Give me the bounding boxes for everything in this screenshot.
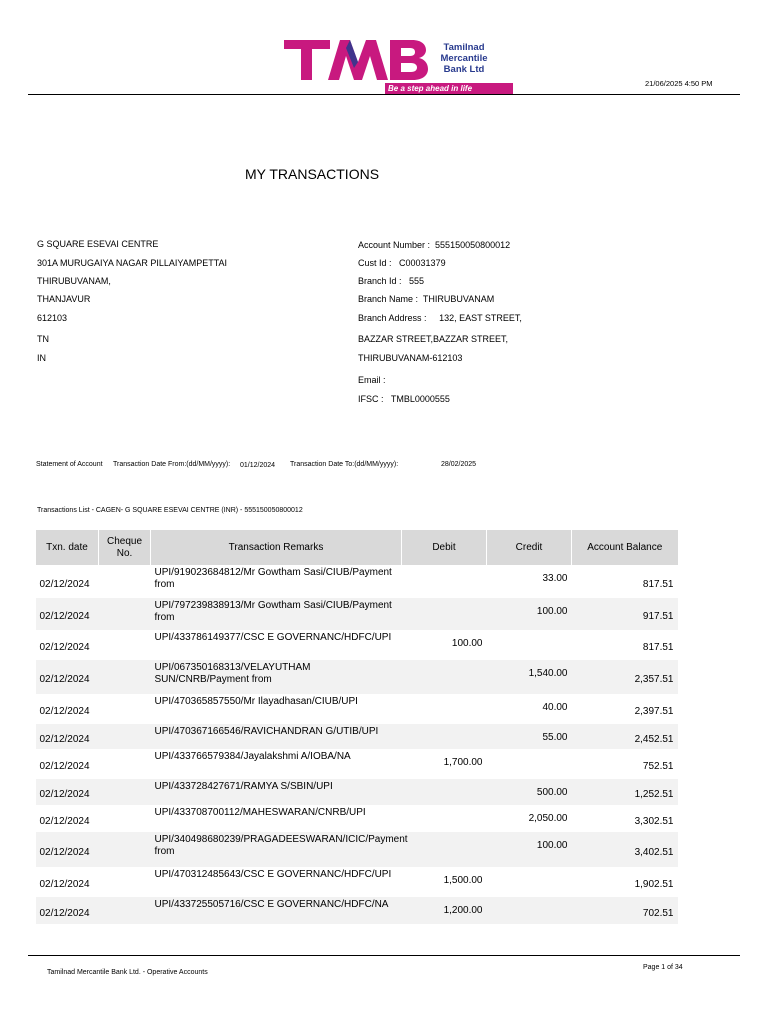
cell-cheque-no	[99, 630, 151, 660]
printed-timestamp: 21/06/2025 4:50 PM	[645, 79, 713, 88]
cell-credit: 100.00	[487, 832, 572, 867]
table-row	[36, 805, 678, 832]
cell-remarks: UPI/919023684812/Mr Gowtham Sasi/CIUB/Payment from	[154, 567, 392, 590]
cell-credit: 33.00	[542, 573, 568, 584]
footer-bank-label: Tamilnad Mercantile Bank Ltd. - Operative Accounts	[47, 969, 208, 976]
transactions-list-label: Transactions List - CAGEN- G SQUARE ESEVAI CENTRE (INR) - 555150050800012	[37, 507, 303, 514]
cell-cheque-no	[99, 694, 151, 724]
cell-txn-date: 02/12/2024	[39, 879, 90, 890]
cell-cheque-no	[99, 779, 151, 805]
col-header-credit: Credit	[487, 530, 572, 565]
date-from-label: Transaction Date From:(dd/MM/yyyy):	[113, 461, 231, 468]
cell-balance: 702.51	[572, 897, 678, 924]
table-row	[36, 630, 678, 660]
cell-balance: 1,902.51	[634, 879, 674, 890]
cell-balance: 1,252.51	[572, 779, 678, 805]
col-header-debit: Debit	[402, 530, 487, 565]
email-label: Email :	[358, 375, 386, 385]
cell-credit	[487, 630, 572, 660]
table-header-row	[36, 530, 678, 565]
cust-id-label: Cust Id :	[358, 258, 392, 268]
cell-balance: 817.51	[642, 578, 674, 590]
bank-name	[434, 42, 494, 75]
cell-cheque-no	[99, 724, 151, 749]
cell-remarks: UPI/340498680239/PRAGADEESWARAN/ICIC/Payment from	[151, 832, 402, 867]
branch-address-line: BAZZAR STREET,BAZZAR STREET,	[358, 334, 509, 344]
branch-name-label: Branch Name :	[358, 294, 419, 304]
cell-remarks: UPI/067350168313/VELAYUTHAM SUN/CNRB/Payment from	[151, 660, 402, 694]
branch-address-line: THIRUBUVANAM-612103	[358, 353, 463, 363]
branch-name-row	[358, 294, 494, 305]
page-number: Page 1 of 34	[643, 964, 683, 971]
cell-balance: 817.51	[642, 642, 674, 653]
cell-cheque-no	[99, 660, 151, 694]
ifsc-label: IFSC :	[358, 394, 384, 404]
branch-name: THIRUBUVANAM	[422, 294, 495, 304]
bank-logo	[284, 38, 514, 96]
customer-address-line: THIRUBUVANAM,	[37, 276, 111, 286]
branch-id-label: Branch Id :	[358, 276, 402, 286]
cell-balance: 2,357.51	[572, 660, 678, 694]
account-number-row	[358, 240, 510, 251]
table-row	[36, 598, 678, 630]
footer-divider	[28, 955, 740, 956]
branch-address: 132, EAST STREET,	[439, 313, 522, 323]
cell-txn-date: 02/12/2024	[39, 706, 90, 717]
cell-debit	[402, 565, 487, 598]
cell-balance: 2,397.51	[634, 706, 674, 717]
date-to: 28/02/2025	[441, 461, 477, 468]
transactions-body	[36, 565, 678, 924]
cell-credit	[487, 897, 572, 924]
customer-address-line: IN	[37, 353, 46, 363]
transactions-table	[35, 530, 678, 924]
cell-cheque-no	[99, 598, 151, 630]
cell-debit	[402, 660, 487, 694]
cell-credit: 100.00	[487, 598, 572, 630]
tmb-logo-icon	[284, 38, 430, 82]
col-header-cheque-no: Cheque No.	[99, 530, 151, 565]
cell-credit	[487, 867, 572, 897]
col-header-remarks: Transaction Remarks	[151, 530, 402, 565]
cell-credit: 500.00	[487, 779, 572, 805]
cell-cheque-no	[99, 805, 151, 832]
table-row	[36, 565, 678, 598]
cell-txn-date: 02/12/2024	[36, 724, 99, 749]
cell-remarks: UPI/433725505716/CSC E GOVERNANC/HDFC/NA	[151, 897, 402, 924]
col-header-txn-date: Txn. date	[36, 530, 99, 565]
branch-address-row	[358, 313, 522, 324]
table-row	[36, 867, 678, 897]
cell-credit	[487, 749, 572, 779]
cell-cheque-no	[99, 867, 151, 897]
bank-name-line-2: Mercantile	[440, 53, 488, 64]
table-row	[36, 749, 678, 779]
cell-txn-date: 02/12/2024	[39, 578, 90, 590]
cust-id-row	[358, 258, 446, 269]
branch-id: 555	[409, 276, 425, 286]
cell-remarks: UPI/433728427671/RAMYA S/SBIN/UPI	[151, 779, 402, 805]
cell-txn-date: 02/12/2024	[36, 598, 99, 630]
cell-debit: 1,200.00	[402, 897, 487, 924]
table-row	[36, 724, 678, 749]
cell-remarks: UPI/433708700112/MAHESWARAN/CNRB/UPI	[154, 807, 366, 818]
email-row	[358, 375, 386, 386]
date-to-label: Transaction Date To:(dd/MM/yyyy):	[290, 461, 399, 468]
cell-cheque-no	[99, 832, 151, 867]
cell-debit	[402, 805, 487, 832]
customer-address-line: TN	[37, 334, 49, 344]
cell-debit: 1,700.00	[443, 757, 483, 768]
cell-balance: 752.51	[642, 761, 674, 772]
bank-name-line-1: Tamilnad	[443, 42, 485, 53]
table-row	[36, 779, 678, 805]
cell-debit	[402, 694, 487, 724]
bank-tagline: Be a step ahead in life	[385, 83, 513, 94]
cell-remarks: UPI/470367166546/RAVICHANDRAN G/UTIB/UPI	[151, 724, 402, 749]
cell-debit: 100.00	[451, 638, 483, 649]
cell-credit: 40.00	[542, 702, 568, 713]
cell-remarks: UPI/470365857550/Mr Ilayadhasan/CIUB/UPI	[154, 696, 358, 707]
table-row	[36, 832, 678, 867]
cell-balance: 2,452.51	[572, 724, 678, 749]
customer-name: G SQUARE ESEVAI CENTRE	[37, 239, 159, 249]
header-divider	[28, 94, 740, 95]
ifsc: TMBL0000555	[390, 394, 450, 404]
cell-remarks: UPI/433786149377/CSC E GOVERNANC/HDFC/UPI	[154, 632, 392, 643]
cust-id: C00031379	[399, 258, 446, 268]
cell-remarks: UPI/433766579384/Jayalakshmi A/IOBA/NA	[154, 751, 351, 762]
customer-address-line: 301A MURUGAIYA NAGAR PILLAIYAMPETTAI	[37, 258, 228, 268]
cell-txn-date: 02/12/2024	[36, 897, 99, 924]
cell-debit	[402, 779, 487, 805]
cell-txn-date: 02/12/2024	[39, 815, 90, 827]
cell-credit: 55.00	[487, 724, 572, 749]
account-number: 555150050800012	[435, 240, 511, 250]
table-row	[36, 660, 678, 694]
cell-remarks: UPI/797239838913/Mr Gowtham Sasi/CIUB/Payment from	[151, 598, 402, 630]
page-title: MY TRANSACTIONS	[244, 166, 380, 182]
cell-credit: 2,050.00	[528, 813, 568, 824]
col-header-balance: Account Balance	[572, 530, 678, 565]
cell-remarks: UPI/470312485643/CSC E GOVERNANC/HDFC/UPI	[154, 869, 392, 880]
customer-address-line: 612103	[37, 313, 68, 323]
cell-txn-date: 02/12/2024	[39, 761, 90, 772]
cell-debit	[402, 724, 487, 749]
cell-cheque-no	[99, 897, 151, 924]
statement-label: Statement of Account	[36, 461, 103, 468]
cell-debit: 1,500.00	[443, 875, 483, 886]
cell-balance: 917.51	[572, 598, 678, 630]
customer-address-line: THANJAVUR	[37, 294, 91, 304]
cell-txn-date: 02/12/2024	[39, 642, 90, 653]
table-row	[36, 694, 678, 724]
cell-cheque-no	[99, 749, 151, 779]
date-from: 01/12/2024	[240, 462, 276, 469]
cell-txn-date: 02/12/2024	[36, 832, 99, 867]
account-number-label: Account Number :	[358, 240, 431, 250]
table-row	[36, 897, 678, 924]
cell-balance: 3,302.51	[634, 815, 674, 827]
cell-debit	[402, 832, 487, 867]
cell-txn-date: 02/12/2024	[36, 779, 99, 805]
cell-txn-date: 02/12/2024	[36, 660, 99, 694]
branch-address-label: Branch Address :	[358, 313, 427, 323]
branch-id-row	[358, 276, 424, 287]
cell-debit	[402, 598, 487, 630]
cell-balance: 3,402.51	[572, 832, 678, 867]
cell-credit: 1,540.00	[487, 660, 572, 694]
bank-name-line-3: Bank Ltd	[443, 64, 485, 75]
ifsc-row	[358, 394, 450, 405]
cell-cheque-no	[99, 565, 151, 598]
